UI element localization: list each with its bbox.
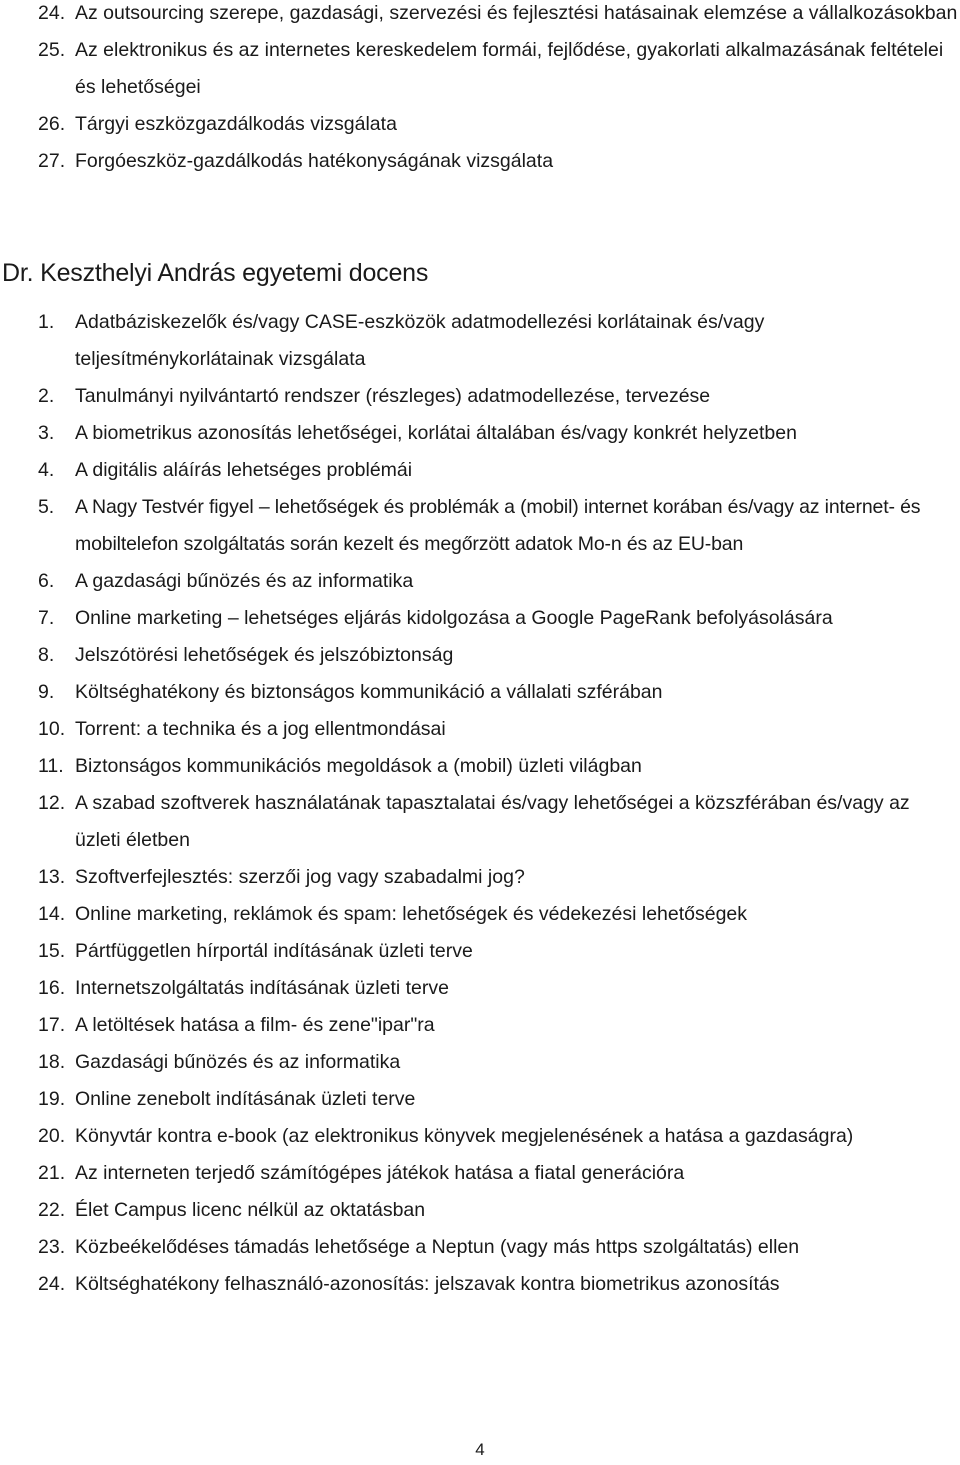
item-text: Online zenebolt indításának üzleti terve <box>75 1088 416 1110</box>
item-number: 17. <box>38 1014 66 1036</box>
item-number: 25. <box>38 39 66 61</box>
page-number: 4 <box>475 1440 485 1459</box>
item-text: Tanulmányi nyilvántartó rendszer (részleges) adatmodellezése, tervezése <box>75 385 711 407</box>
list-item <box>0 489 960 563</box>
list-item <box>0 637 960 674</box>
section-heading: Dr. Keszthelyi András egyetemi docens <box>2 259 429 287</box>
item-text: Forgóeszköz-gazdálkodás hatékonyságának vizsgálata <box>75 150 554 172</box>
item-number: 16. <box>38 977 66 999</box>
list-item <box>0 1007 960 1044</box>
item-text: Élet Campus licenc nélkül az oktatásban <box>75 1199 426 1221</box>
item-text: A digitális aláírás lehetséges problémái <box>75 459 413 481</box>
item-number: 3. <box>38 422 55 444</box>
list-item <box>0 1155 960 1192</box>
item-number: 9. <box>38 681 55 703</box>
list-item <box>0 859 960 896</box>
list-item <box>0 32 960 106</box>
item-text: Online marketing – lehetséges eljárás kidolgozása a Google PageRank befolyásolására <box>75 607 833 629</box>
topic-list <box>0 304 960 1303</box>
item-number: 2. <box>38 385 55 407</box>
item-text: A gazdasági bűnözés és az informatika <box>75 570 414 592</box>
list-item <box>0 1081 960 1118</box>
item-text: Torrent: a technika és a jog ellentmondásai <box>75 718 446 740</box>
item-text: Tárgyi eszközgazdálkodás vizsgálata <box>75 113 397 135</box>
item-text: Biztonságos kommunikációs megoldások a (mobil) üzleti világban <box>75 755 642 777</box>
item-text: A letöltések hatása a film- és zene"ipar"ra <box>75 1014 435 1036</box>
item-number: 15. <box>38 940 66 962</box>
list-item <box>0 896 960 933</box>
item-text: A biometrikus azonosítás lehetőségei, korlátai általában és/vagy konkrét helyzetben <box>75 422 797 444</box>
list-item <box>0 143 960 180</box>
item-number: 26. <box>38 113 66 135</box>
item-text: Az elektronikus és az internetes kereskedelem formái, fejlődése, gyakorlati alkalmazásának feltételei és lehetőségei <box>75 39 944 98</box>
item-text: Online marketing, reklámok és spam: lehetőségek és védekezési lehetőségek <box>75 903 748 925</box>
item-number: 24. <box>38 1273 66 1295</box>
list-item <box>0 1266 960 1303</box>
list-item <box>0 1044 960 1081</box>
item-number: 23. <box>38 1236 66 1258</box>
item-text: A szabad szoftverek használatának tapasztalatai és/vagy lehetőségei a közszférában és/vagy az üzleti életben <box>75 792 910 851</box>
list-item <box>0 563 960 600</box>
item-text: Könyvtár kontra e-book (az elektronikus könyvek megjelenésének a hatása a gazdaságra) <box>75 1125 854 1147</box>
list-item <box>0 1229 960 1266</box>
item-number: 22. <box>38 1199 66 1221</box>
item-text: Az outsourcing szerepe, gazdasági, szervezési és fejlesztési hatásainak elemzése a vállalkozásokban <box>75 2 958 24</box>
list-item <box>0 1192 960 1229</box>
item-text: Jelszótörési lehetőségek és jelszóbiztonság <box>75 644 454 666</box>
item-number: 14. <box>38 903 66 925</box>
item-text: Internetszolgáltatás indításának üzleti terve <box>75 977 449 999</box>
item-text: Költséghatékony felhasználó-azonosítás: jelszavak kontra biometrikus azonosítás <box>75 1273 780 1295</box>
list-item <box>0 785 960 859</box>
item-text: Pártfüggetlen hírportál indításának üzleti terve <box>75 940 473 962</box>
list-item <box>0 748 960 785</box>
item-number: 18. <box>38 1051 66 1073</box>
item-number: 1. <box>38 311 55 333</box>
list-item <box>0 1118 960 1155</box>
item-text: A Nagy Testvér figyel – lehetőségek és problémák a (mobil) internet korában és/vagy az internet- és mobiltelefon szolgáltatás során kezelt és megőrzött adatok Mo-n és az EU-ban <box>75 496 921 555</box>
item-text: Közbeékelődéses támadás lehetősége a Neptun (vagy más https szolgáltatás) ellen <box>75 1236 800 1258</box>
item-number: 6. <box>38 570 55 592</box>
list-item <box>0 933 960 970</box>
item-text: Gazdasági bűnözés és az informatika <box>75 1051 401 1073</box>
item-number: 27. <box>38 150 66 172</box>
list-item <box>0 415 960 452</box>
list-item <box>0 304 960 378</box>
list-item <box>0 0 960 32</box>
item-text: Az interneten terjedő számítógépes játékok hatása a fiatal generációra <box>75 1162 685 1184</box>
item-number: 4. <box>38 459 55 481</box>
item-number: 5. <box>38 496 54 518</box>
item-text: Adatbáziskezelők és/vagy CASE-eszközök adatmodellezési korlátainak és/vagy teljesítménykorlátainak vizsgálata <box>75 311 765 370</box>
item-number: 19. <box>38 1088 66 1110</box>
list-item <box>0 452 960 489</box>
list-item <box>0 600 960 637</box>
item-number: 7. <box>38 607 55 629</box>
item-number: 24. <box>38 2 66 24</box>
list-item <box>0 711 960 748</box>
item-number: 11. <box>38 755 64 777</box>
item-text: Szoftverfejlesztés: szerzői jog vagy szabadalmi jog? <box>75 866 525 888</box>
list-item <box>0 970 960 1007</box>
item-number: 13. <box>38 866 66 888</box>
list-item <box>0 674 960 711</box>
item-number: 20. <box>38 1125 66 1147</box>
item-number: 12. <box>38 792 66 814</box>
item-number: 10. <box>38 718 66 740</box>
item-text: Költséghatékony és biztonságos kommunikáció a vállalati szférában <box>75 681 663 703</box>
list-item <box>0 378 960 415</box>
item-number: 21. <box>38 1162 66 1184</box>
list-item <box>0 106 960 143</box>
topic-list-top <box>0 0 960 180</box>
item-number: 8. <box>38 644 55 666</box>
